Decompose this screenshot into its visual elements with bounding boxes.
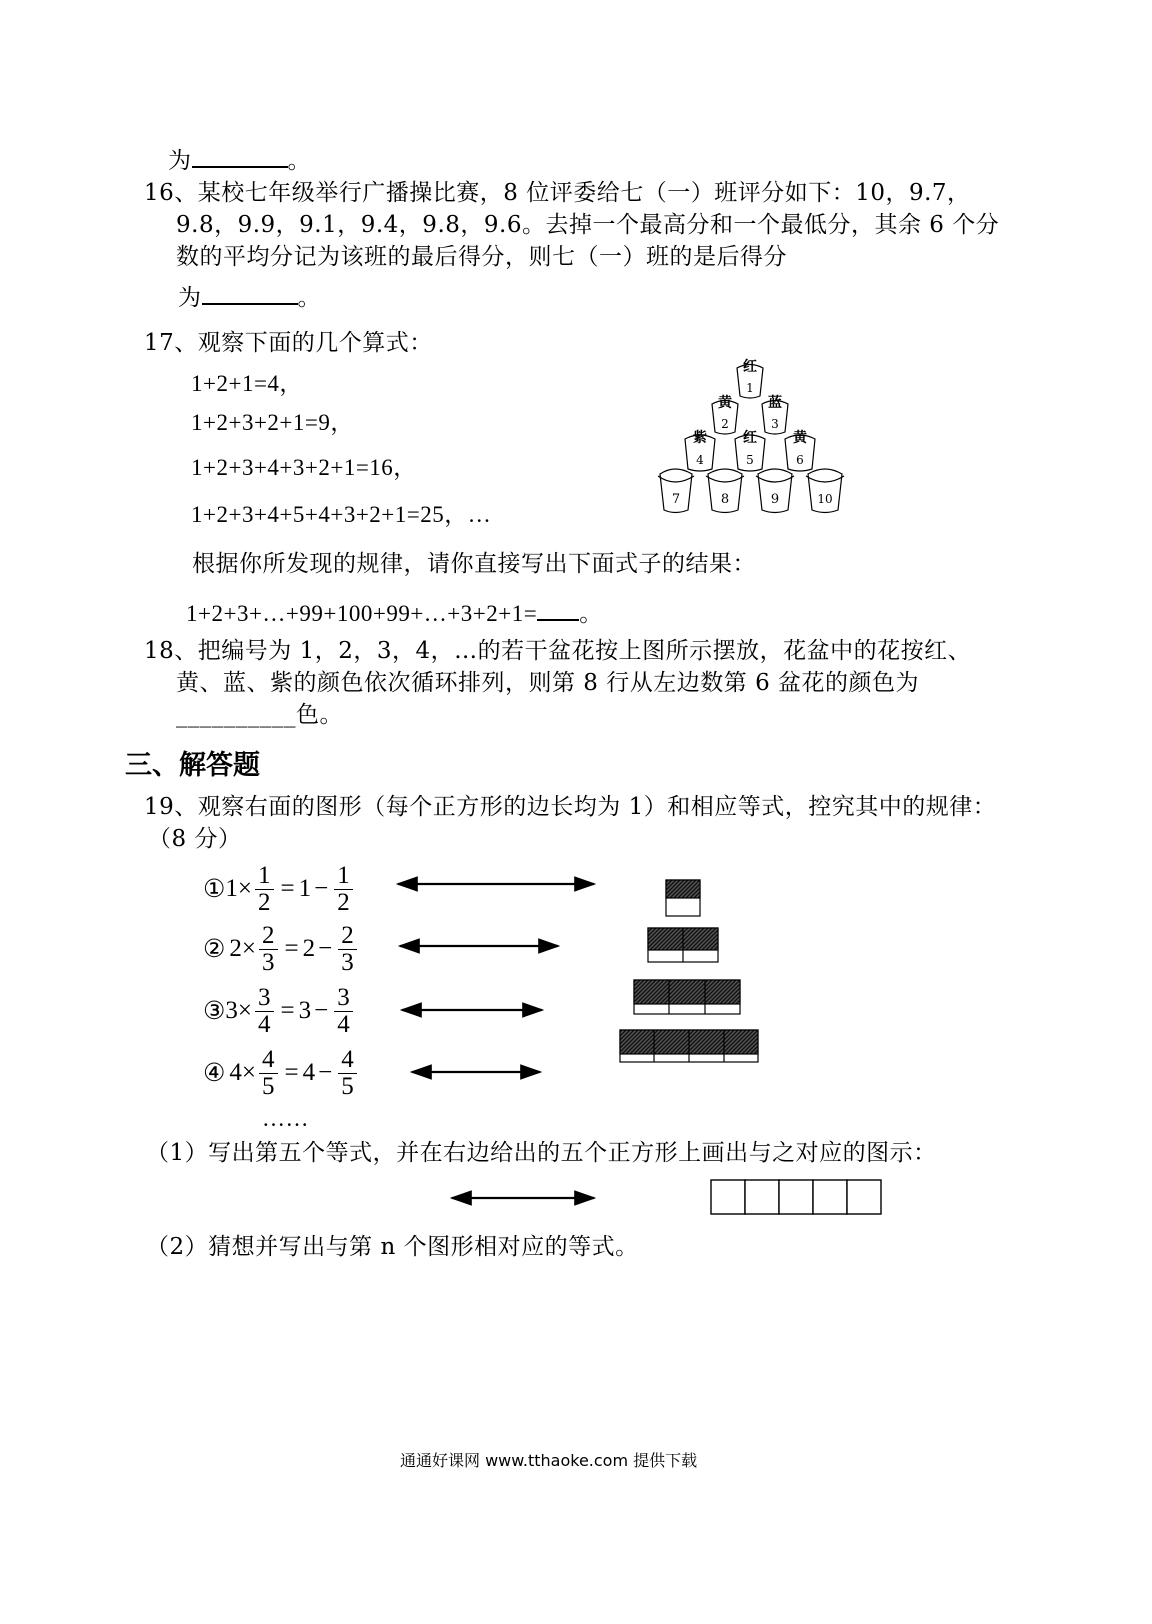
svg-text:黄: 黄 <box>718 395 732 411</box>
q16-line2: 9.8，9.9，9.1，9.4，9.8，9.6。去掉一个最高分和一个最低分，其余 6 个分 <box>176 212 1000 238</box>
equation-mark: ③ <box>203 998 226 1025</box>
q19-part1: （1）写出第五个等式，并在右边给出的五个正方形上画出与之对应的图示： <box>146 1140 937 1166</box>
equation-k: 3 <box>225 997 238 1024</box>
times-sign: × <box>241 935 257 962</box>
equals-sign: = <box>280 997 295 1024</box>
times-sign: × <box>241 1059 257 1086</box>
section-title: 三、解答题 <box>125 750 260 781</box>
equals-sign: = <box>284 935 299 962</box>
svg-text:1: 1 <box>746 381 754 395</box>
equation-1 <box>203 860 356 918</box>
q19-part2: （2）猜想并写出与第 n 个图形相对应的等式。 <box>146 1234 639 1260</box>
footer-text: 通通好课网 www.tthaoke.com 提供下载 <box>400 1451 698 1470</box>
svg-text:7: 7 <box>671 492 681 507</box>
svg-text:9: 9 <box>770 492 780 507</box>
fraction: $\frac{2}{3}$ <box>259 923 278 976</box>
q17-intro: 17、观察下面的几个算式： <box>144 330 433 356</box>
equation-k: 1 <box>298 875 312 902</box>
minus-sign: − <box>314 997 329 1024</box>
svg-text:6: 6 <box>796 453 804 467</box>
flower-pot-pyramid <box>655 352 855 522</box>
q16-suffix: 。 <box>297 285 321 311</box>
svg-text:红: 红 <box>743 359 757 375</box>
q18-line1: 18、把编号为 1，2，3，4，…的若干盆花按上图所示摆放，花盆中的花按红、 <box>144 638 972 664</box>
q18-line2: 黄、蓝、紫的颜色依次循环排列，则第 8 行从左边数第 6 盆花的颜色为 <box>176 670 920 696</box>
q17-formula-1: 1+2+1=4， <box>191 371 303 396</box>
q18-blank: __________ <box>176 702 296 728</box>
fraction: $\frac{4}{5}$ <box>338 1047 357 1100</box>
fraction: $\frac{3}{4}$ <box>334 985 353 1038</box>
figure-4 <box>620 1030 758 1062</box>
equation-2 <box>203 920 360 978</box>
fraction: $\frac{2}{3}$ <box>338 923 357 976</box>
minus-sign: − <box>314 875 329 902</box>
svg-text:2: 2 <box>721 417 729 431</box>
q15-suffix: 。 <box>287 148 311 174</box>
svg-text:4: 4 <box>696 453 704 467</box>
pot-1 <box>737 358 763 398</box>
equation-ellipsis: …… <box>262 1106 309 1131</box>
svg-text:10: 10 <box>817 492 833 506</box>
q16-prefix: 为 <box>178 285 202 311</box>
q17-suffix: 。 <box>579 601 603 626</box>
pot-3 <box>762 394 788 434</box>
square-figures <box>610 870 770 1070</box>
svg-text:红: 红 <box>743 430 757 446</box>
figure-2 <box>648 928 718 962</box>
equation-mark: ① <box>203 876 226 903</box>
pot-7 <box>658 469 694 513</box>
equals-sign: = <box>280 875 295 902</box>
pot-2 <box>712 394 738 434</box>
equation-k: 2 <box>229 935 242 962</box>
equation-mark: ② <box>203 936 226 963</box>
pot-4 <box>685 429 715 471</box>
q17-formula-3: 1+2+3+4+3+2+1=16， <box>191 455 417 480</box>
equation-4 <box>203 1044 360 1102</box>
minus-sign: − <box>318 935 333 962</box>
svg-text:紫: 紫 <box>693 430 707 446</box>
svg-text:黄: 黄 <box>793 430 807 446</box>
q17-expression: 1+2+3+…+99+100+99+…+3+2+1= <box>186 601 538 626</box>
equals-sign: = <box>284 1059 299 1086</box>
pot-10 <box>806 469 844 513</box>
q15-answer-line <box>168 144 311 176</box>
svg-text:蓝: 蓝 <box>768 395 782 411</box>
q16-blank <box>202 281 298 305</box>
q17-expression-line <box>186 597 603 629</box>
q17-prompt: 根据你所发现的规律，请你直接写出下面式子的结果： <box>192 551 756 577</box>
fraction: $\frac{4}{5}$ <box>259 1047 278 1100</box>
figure-3 <box>634 980 740 1014</box>
equation-k: 3 <box>298 997 312 1024</box>
times-sign: × <box>237 875 253 902</box>
q17-formula-4: 1+2+3+4+5+4+3+2+1=25，… <box>191 502 492 527</box>
equation-k: 1 <box>225 875 238 902</box>
times-sign: × <box>237 997 253 1024</box>
q17-blank <box>537 597 579 621</box>
svg-text:8: 8 <box>720 492 730 507</box>
q16-answer-line <box>178 281 321 313</box>
q16-line1: 16、某校七年级举行广播操比赛，8 位评委给七（一）班评分如下：10，9.7， <box>144 180 971 206</box>
pot-6 <box>785 429 815 471</box>
fraction: $\frac{1}{2}$ <box>334 863 353 916</box>
five-empty-squares <box>708 1177 888 1217</box>
equation-k: 4 <box>302 1059 316 1086</box>
equation-mark: ④ <box>203 1060 226 1087</box>
q17-formula-2: 1+2+3+2+1=9， <box>191 410 354 435</box>
q18-suffix: 色。 <box>296 702 343 728</box>
q15-prefix: 为 <box>168 148 192 174</box>
svg-text:5: 5 <box>746 453 754 467</box>
q16-line3: 数的平均分记为该班的最后得分，则七（一）班的是后得分 <box>176 244 787 270</box>
figure-1 <box>666 880 700 916</box>
pot-9 <box>756 469 794 513</box>
equation-k: 4 <box>229 1059 242 1086</box>
pot-5 <box>735 429 765 471</box>
q19-line2: （8 分） <box>148 826 242 852</box>
fraction: $\frac{1}{2}$ <box>255 863 274 916</box>
pot-8 <box>706 469 744 513</box>
svg-text:3: 3 <box>771 417 779 431</box>
q18-line3 <box>176 700 343 730</box>
q15-blank <box>192 144 288 168</box>
minus-sign: − <box>318 1059 333 1086</box>
fraction: $\frac{3}{4}$ <box>255 985 274 1038</box>
q19-line1: 19、观察右面的图形（每个正方形的边长均为 1）和相应等式，控究其中的规律： <box>144 794 997 820</box>
equation-3 <box>203 982 356 1040</box>
equation-k: 2 <box>302 935 316 962</box>
